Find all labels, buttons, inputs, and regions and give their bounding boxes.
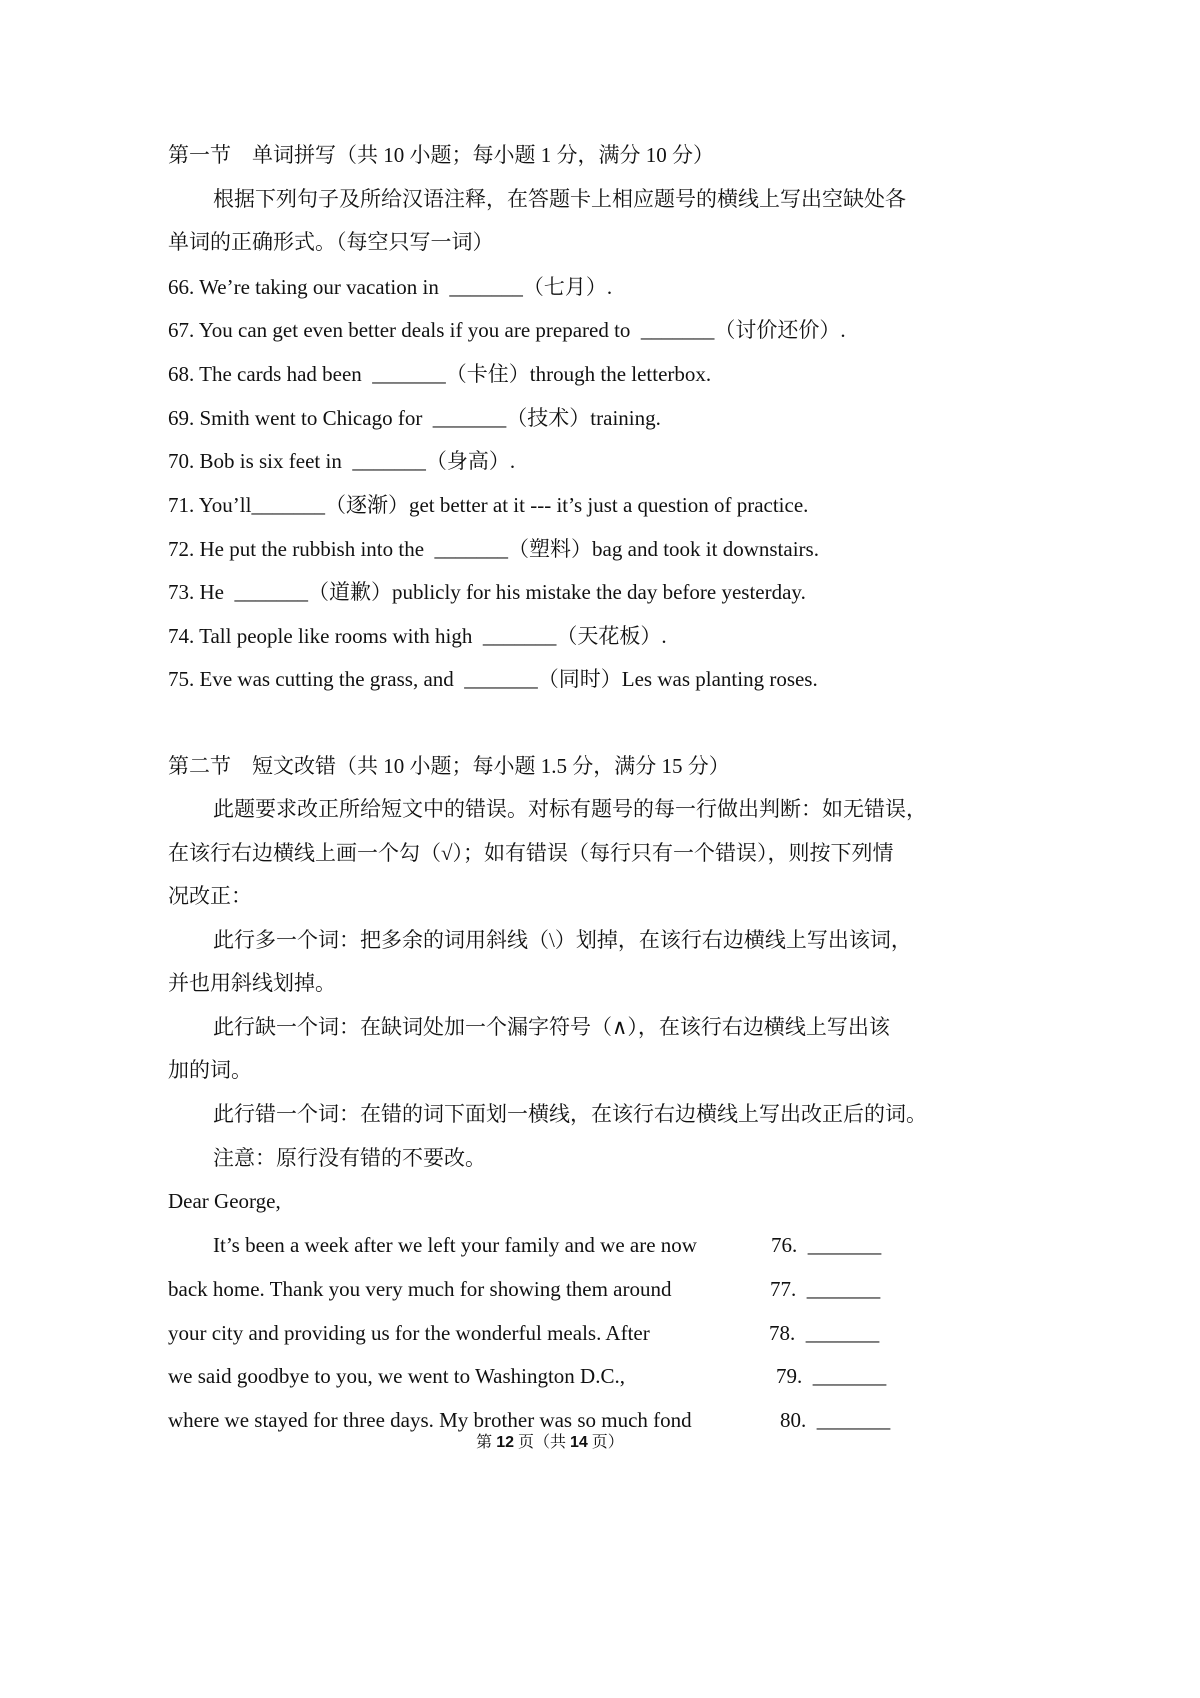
page-total: 14 <box>570 1434 588 1451</box>
passage-line-76: It’s been a week after we left your family and we are now <box>213 1233 697 1257</box>
section1-title: 第一节 单词拼写（共 10 小题；每小题 1 分，满分 10 分） <box>168 143 714 167</box>
section2-para3: 此行缺一个词：在缺词处加一个漏字符号（∧），在该行右边横线上写出该 <box>213 1015 890 1039</box>
section1-instructions-cont: 单词的正确形式。（每空只写一词） <box>168 230 494 254</box>
section2-para1: 此题要求改正所给短文中的错误。对标有题号的每一行做出判断：如无错误， <box>213 797 927 821</box>
section2-para1-cont: 在该行右边横线上画一个勾（√）；如有错误（每行只有一个错误），则按下列情 <box>168 841 894 865</box>
footer-pre: 第 <box>476 1434 497 1451</box>
question-66: 66. We’re taking our vacation in _______（七月）. <box>168 275 613 299</box>
passage-line-77: back home. Thank you very much for showing them around <box>168 1277 672 1301</box>
answer-blank-77: 77. _______ <box>770 1277 881 1301</box>
question-74: 74. Tall people like rooms with high _______（天花板）. <box>168 624 667 648</box>
question-70: 70. Bob is six feet in _______（身高）. <box>168 449 516 473</box>
question-72: 72. He put the rubbish into the _______（塑料）bag and took it downstairs. <box>168 537 819 561</box>
question-73: 73. He _______（道歉）publicly for his mistake the day before yesterday. <box>168 580 806 604</box>
section2-para2: 此行多一个词：把多余的词用斜线（\）划掉，在该行右边横线上写出该词， <box>213 928 912 952</box>
answer-blank-79: 79. _______ <box>776 1364 887 1388</box>
page-footer <box>0 1433 1100 1453</box>
section2-para4: 此行错一个词：在错的词下面划一横线，在该行右边横线上写出改正后的词。 <box>213 1102 927 1126</box>
question-68: 68. The cards had been _______（卡住）through the letterbox. <box>168 362 712 386</box>
letter-salutation: Dear George, <box>168 1189 281 1213</box>
section1-instructions: 根据下列句子及所给汉语注释，在答题卡上相应题号的横线上写出空缺处各 <box>213 187 906 211</box>
passage-line-80: where we stayed for three days. My brother was so much fond <box>168 1408 692 1432</box>
question-75: 75. Eve was cutting the grass, and _______（同时）Les was planting roses. <box>168 667 818 691</box>
answer-blank-80: 80. _______ <box>780 1408 891 1432</box>
question-67: 67. You can get even better deals if you are prepared to _______（讨价还价）. <box>168 318 846 342</box>
section2-title: 第二节 短文改错（共 10 小题；每小题 1.5 分，满分 15 分） <box>168 754 730 778</box>
footer-mid: 页（共 <box>513 1434 570 1451</box>
section2-para2-cont: 并也用斜线划掉。 <box>168 971 336 995</box>
question-69: 69. Smith went to Chicago for _______（技术）training. <box>168 406 661 430</box>
section2-para3-cont: 加的词。 <box>168 1058 252 1082</box>
passage-line-78: your city and providing us for the wonderful meals. After <box>168 1321 650 1345</box>
page-number: 12 <box>496 1434 514 1451</box>
section2-note: 注意：原行没有错的不要改。 <box>213 1146 486 1170</box>
answer-blank-78: 78. _______ <box>769 1321 880 1345</box>
question-71: 71. You’ll_______（逐渐）get better at it --- it’s just a question of practice. <box>168 493 809 517</box>
footer-post: 页） <box>587 1434 624 1451</box>
answer-blank-76: 76. _______ <box>771 1233 882 1257</box>
section2-para1-end: 况改正： <box>168 884 252 908</box>
passage-line-79: we said goodbye to you, we went to Washington D.C., <box>168 1364 625 1388</box>
